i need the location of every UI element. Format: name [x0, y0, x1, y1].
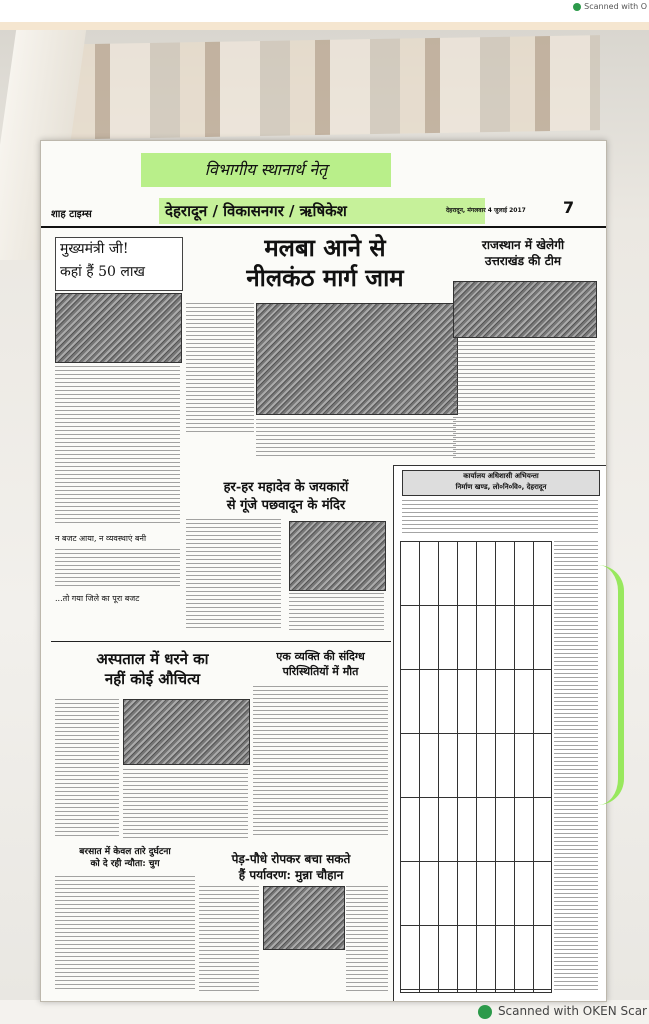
- plantation-photo: [263, 886, 345, 950]
- scanner-top-bar: [0, 0, 649, 22]
- tender-table: [400, 541, 552, 993]
- cm-article-text: [55, 366, 180, 526]
- mahadev-article-text-2: [289, 593, 384, 633]
- issue-date: देहरादून, मंगलवार 4 जुलाई 2017: [446, 207, 526, 214]
- scanner-logo-icon: [573, 3, 581, 11]
- cm-headline: मुख्यमंत्री जी! कहां हैं 50 लाख: [55, 237, 183, 291]
- paper-name: शाह टाइम्स: [51, 209, 92, 220]
- shiva-idol-photo: [289, 521, 386, 591]
- rajasthan-headline: राजस्थान में खेलेगी उत्तराखंड की टीम: [481, 238, 565, 268]
- hospital-article-photo: [123, 699, 250, 765]
- green-highlighter-mark: [598, 565, 624, 805]
- lead-article-photo: [256, 303, 458, 415]
- lead-article-text-bottom: [256, 419, 456, 459]
- folded-newspaper-background: [40, 35, 600, 140]
- newspaper-clipping: [40, 140, 607, 1002]
- rajasthan-team-photo: [453, 281, 597, 338]
- death-headline: एक व्यक्ति की संदिग्ध परिस्थितियों में मौत: [276, 650, 365, 678]
- plants-article-text: [199, 886, 259, 991]
- budget-teaser-2: ...तो गया जिले का पूरा बजट: [55, 594, 140, 603]
- rain-article-text: [55, 876, 195, 991]
- cities-banner: देहरादून / विकासनगर / ऋषिकेश: [159, 198, 485, 224]
- top-strip: [0, 22, 649, 30]
- notice-intro-text: [402, 500, 598, 536]
- mahadev-article-text: [186, 519, 281, 629]
- plants-article-text-2: [346, 886, 388, 991]
- hospital-article-text-2: [123, 769, 248, 839]
- scanner-watermark-top: Scanned with O: [573, 2, 647, 11]
- scanner-watermark-bottom: Scanned with OKEN Scar: [478, 1004, 647, 1019]
- page-number: 7: [563, 198, 575, 217]
- hospital-headline: अस्पताल में धरने का नहीं कोई औचित्य: [96, 650, 209, 688]
- office-notice-header: कार्यालय अधिशासी अभियन्ता निर्माण खण्ड, लो०नि०वि०, देहरादून: [402, 470, 600, 496]
- rajasthan-article-text: [453, 341, 595, 459]
- hospital-article-text: [55, 699, 119, 839]
- budget-article-text: [55, 549, 180, 589]
- rain-headline: बरसात में केवल तारे दुर्घटना को दे रही न्यौता: चुग: [79, 847, 171, 869]
- section-rule: [51, 641, 391, 642]
- budget-teaser: न बजट आया, न व्यवस्थाएं बनी: [55, 534, 147, 543]
- death-article-text: [253, 686, 388, 836]
- lead-article-text-col1: [186, 303, 254, 433]
- notice-side-text: [554, 541, 598, 991]
- lead-headline: मलबा आने से नीलकंठ मार्ग जाम: [246, 233, 404, 292]
- cm-article-photo: [55, 293, 182, 363]
- office-notice-tender: [393, 465, 607, 1002]
- masthead: [41, 196, 606, 228]
- scanner-logo-icon: [478, 1005, 492, 1019]
- mahadev-headline: हर-हर महादेव के जयकारों से गूंजे पछवादून के मंदिर: [223, 480, 349, 513]
- department-handwritten-label: विभागीय स्थानार्थ नेतृ: [141, 153, 391, 187]
- plants-headline: पेड़-पौधे रोपकर बचा सकते हैं पर्यावरण: मुन्ना चौहान: [231, 852, 351, 882]
